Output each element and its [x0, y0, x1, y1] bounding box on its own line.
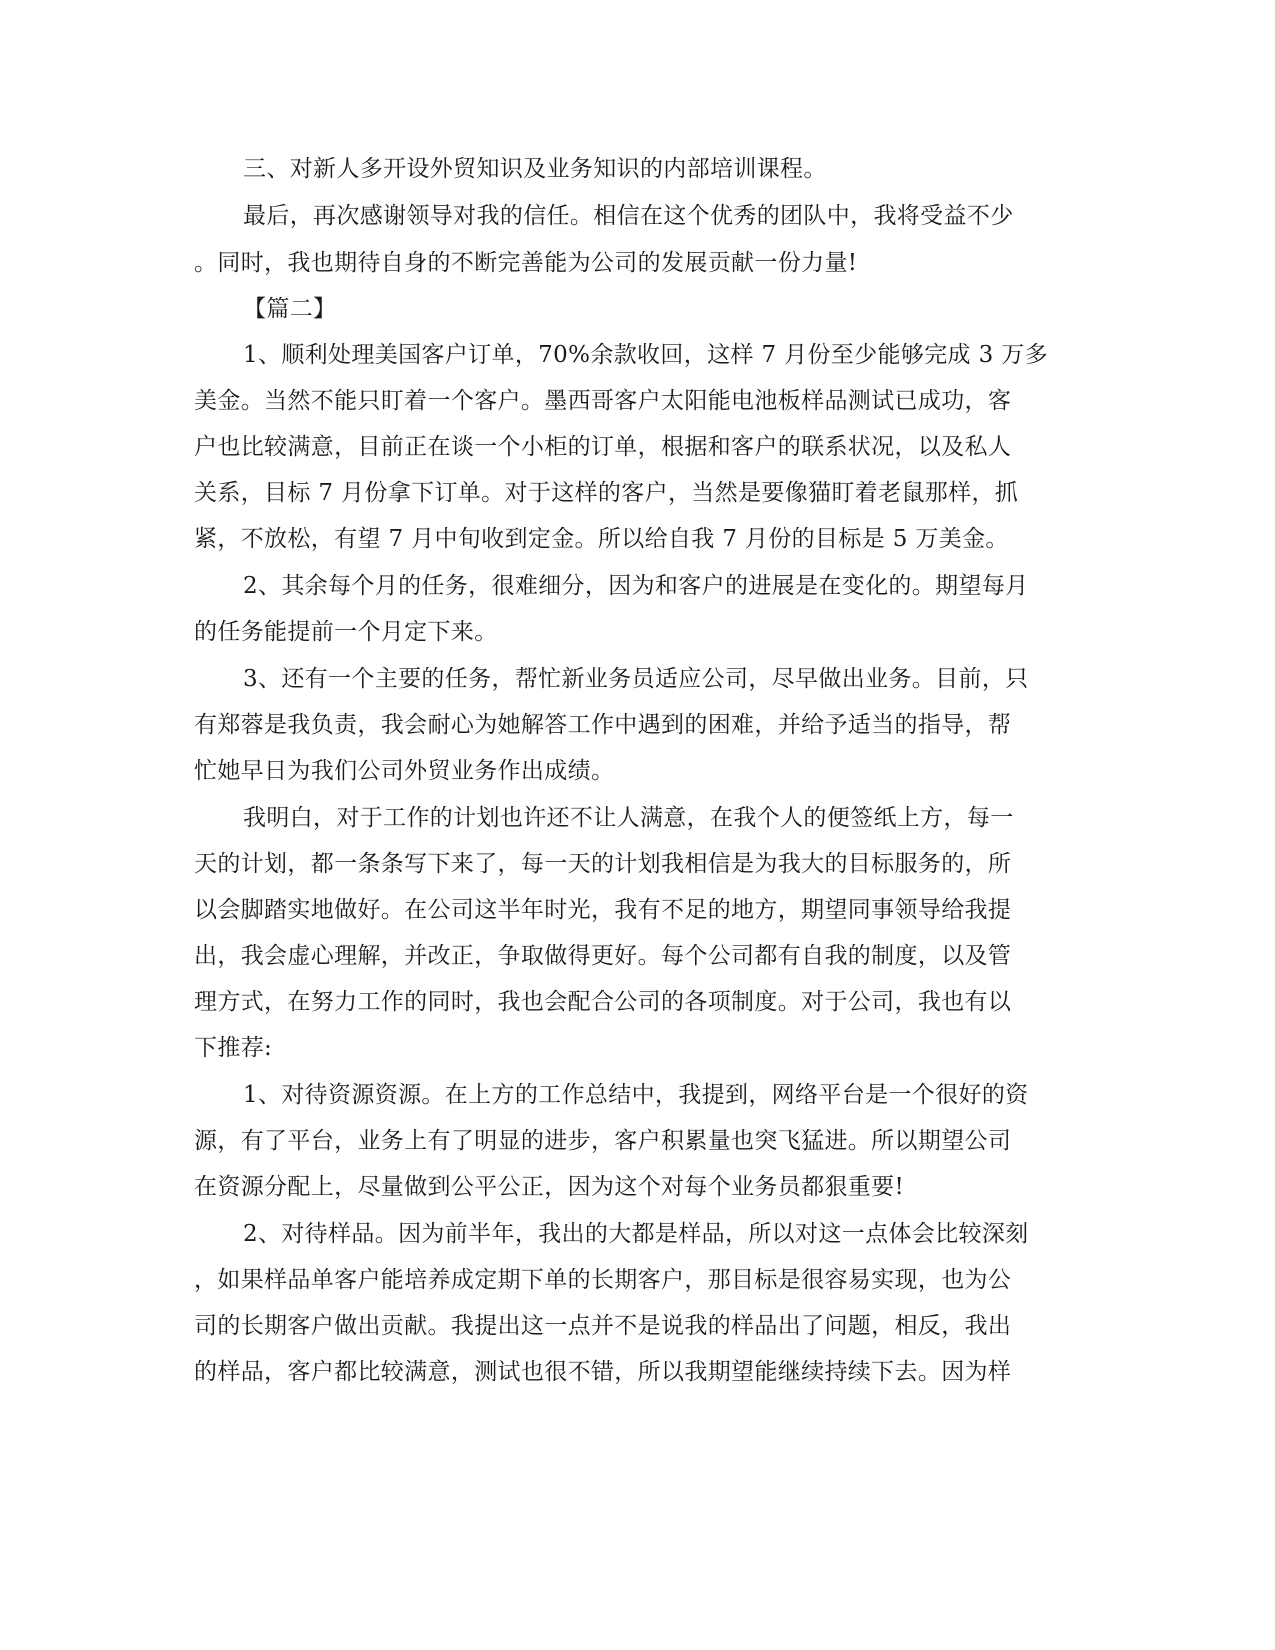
- paragraph-line: 司的长期客户做出贡献。我提出这一点并不是说我的样品出了问题，相反，我出: [194, 1313, 1012, 1339]
- paragraph-line: 天的计划，都一条条写下来了，每一天的计划我相信是为我大的目标服务的，所: [194, 851, 1012, 877]
- paragraph-line: 美金。当然不能只盯着一个客户。墨西哥客户太阳能电池板样品测试已成功，客: [194, 388, 1012, 414]
- paragraph-line: 1、对待资源资源。在上方的工作总结中，我提到，网络平台是一个很好的资: [243, 1082, 1029, 1108]
- paragraph-line: 3、还有一个主要的任务，帮忙新业务员适应公司，尽早做出业务。目前，只: [243, 666, 1029, 692]
- section-heading: 【篇二】: [243, 296, 337, 322]
- paragraph-line: 户也比较满意，目前正在谈一个小柜的订单，根据和客户的联系状况，以及私人: [194, 434, 1012, 460]
- paragraph-line: 下推荐:: [194, 1035, 273, 1061]
- paragraph-line: 2、对待样品。因为前半年，我出的大都是样品，所以对这一点体会比较深刻: [243, 1221, 1029, 1247]
- paragraph-line: 。同时，我也期待自身的不断完善能为公司的发展贡献一份力量!: [194, 250, 858, 276]
- paragraph-line: 源，有了平台，业务上有了明显的进步，客户积累量也突飞猛进。所以期望公司: [194, 1128, 1012, 1154]
- paragraph-line: 2、其余每个月的任务，很难细分，因为和客户的进展是在变化的。期望每月: [243, 573, 1029, 599]
- paragraph-line: 三、对新人多开设外贸知识及业务知识的内部培训课程。: [243, 156, 827, 182]
- paragraph-line: 关系，目标 7 月份拿下订单。对于这样的客户，当然是要像猫盯着老鼠那样，抓: [194, 480, 1019, 506]
- paragraph-line: 出，我会虚心理解，并改正，争取做得更好。每个公司都有自我的制度，以及管: [194, 943, 1012, 969]
- paragraph-line: 忙她早日为我们公司外贸业务作出成绩。: [194, 758, 615, 784]
- paragraph-line: 有郑蓉是我负责，我会耐心为她解答工作中遇到的困难，并给予适当的指导，帮: [194, 712, 1012, 738]
- paragraph-line: 理方式，在努力工作的同时，我也会配合公司的各项制度。对于公司，我也有以: [194, 989, 1012, 1015]
- paragraph-line: 紧，不放松，有望 7 月中旬收到定金。所以给自我 7 月份的目标是 5 万美金。: [194, 526, 1009, 552]
- paragraph-line: 的样品，客户都比较满意，测试也很不错，所以我期望能继续持续下去。因为样: [194, 1359, 1012, 1385]
- paragraph-line: 1、顺利处理美国客户订单，70%余款收回，这样 7 月份至少能够完成 3 万多: [243, 342, 1048, 368]
- paragraph-line: 以会脚踏实地做好。在公司这半年时光，我有不足的地方，期望同事领导给我提: [194, 897, 1012, 923]
- paragraph-line: 在资源分配上，尽量做到公平公正，因为这个对每个业务员都狠重要!: [194, 1174, 905, 1200]
- paragraph-line: 最后，再次感谢领导对我的信任。相信在这个优秀的团队中，我将受益不少: [243, 203, 1014, 229]
- paragraph-line: 我明白，对于工作的计划也许还不让人满意，在我个人的便签纸上方，每一: [243, 805, 1014, 831]
- paragraph-line: ，如果样品单客户能培养成定期下单的长期客户，那目标是很容易实现，也为公: [194, 1267, 1012, 1293]
- paragraph-line: 的任务能提前一个月定下来。: [194, 619, 498, 645]
